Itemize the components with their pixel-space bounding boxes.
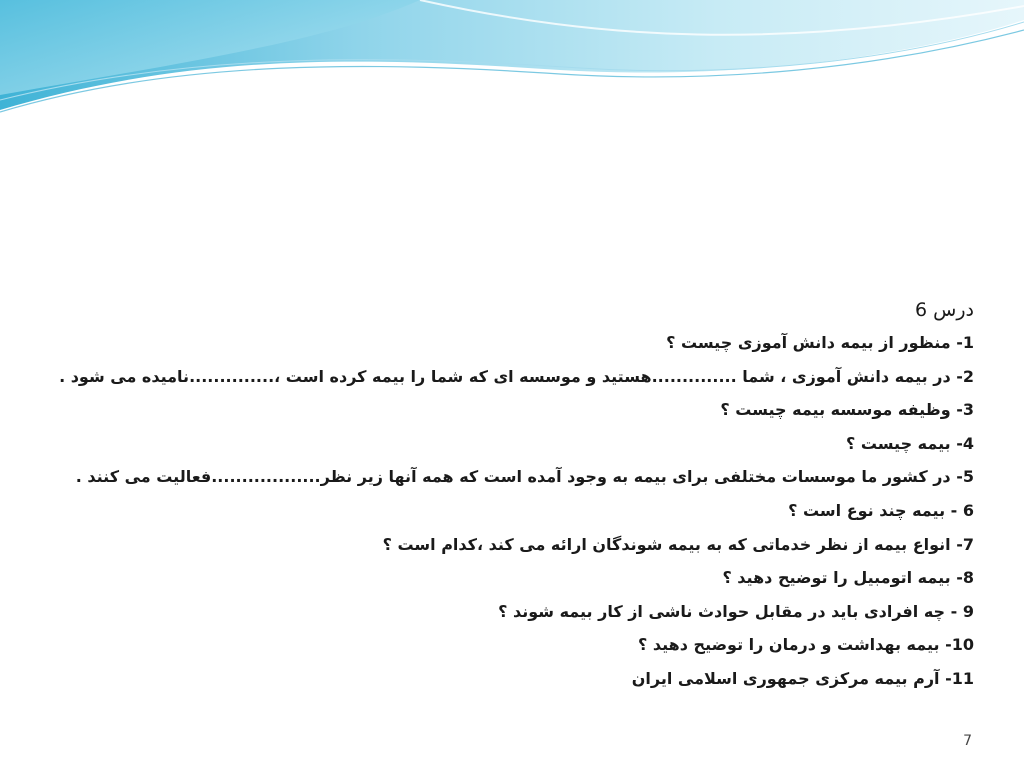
question-item: 11- آرم بیمه مرکزی جمهوری اسلامی ایران	[631, 668, 974, 688]
question-item: 4- بیمه چیست ؟	[845, 433, 974, 453]
question-list	[34, 326, 974, 696]
question-item: 10- بیمه بهداشت و درمان را توضیح دهید ؟	[638, 635, 974, 655]
question-item: 8- بیمه اتومبیل را توضیح دهید ؟	[722, 568, 974, 588]
header-wave-decoration	[0, 0, 1024, 130]
question-item: 5- در کشور ما موسسات مختلفی برای بیمه به وجود آمده است که همه آنها زیر نظر..................فعالیت می کنند .	[75, 467, 974, 487]
question-item: 9 - چه افرادی باید در مقابل حوادث ناشی از کار بیمه شوند ؟	[498, 601, 974, 621]
question-item: 6 - بیمه چند نوع است ؟	[788, 500, 974, 520]
question-item: 2- در بیمه دانش آموزی ، شما ..............هستید و موسسه ای که شما را بیمه کرده است ،..............نامیده می شود .	[59, 366, 974, 386]
page-number: 7	[963, 733, 972, 749]
question-item: 1- منظور از بیمه دانش آموزی چیست ؟	[666, 333, 974, 352]
slide-content	[34, 294, 974, 696]
question-item: 7- انواع بیمه از نظر خدماتی که به بیمه شوندگان ارائه می کند ،کدام است ؟	[382, 534, 974, 554]
question-item: 3- وظیفه موسسه بیمه چیست ؟	[720, 400, 974, 420]
lesson-title: درس 6	[915, 299, 974, 321]
